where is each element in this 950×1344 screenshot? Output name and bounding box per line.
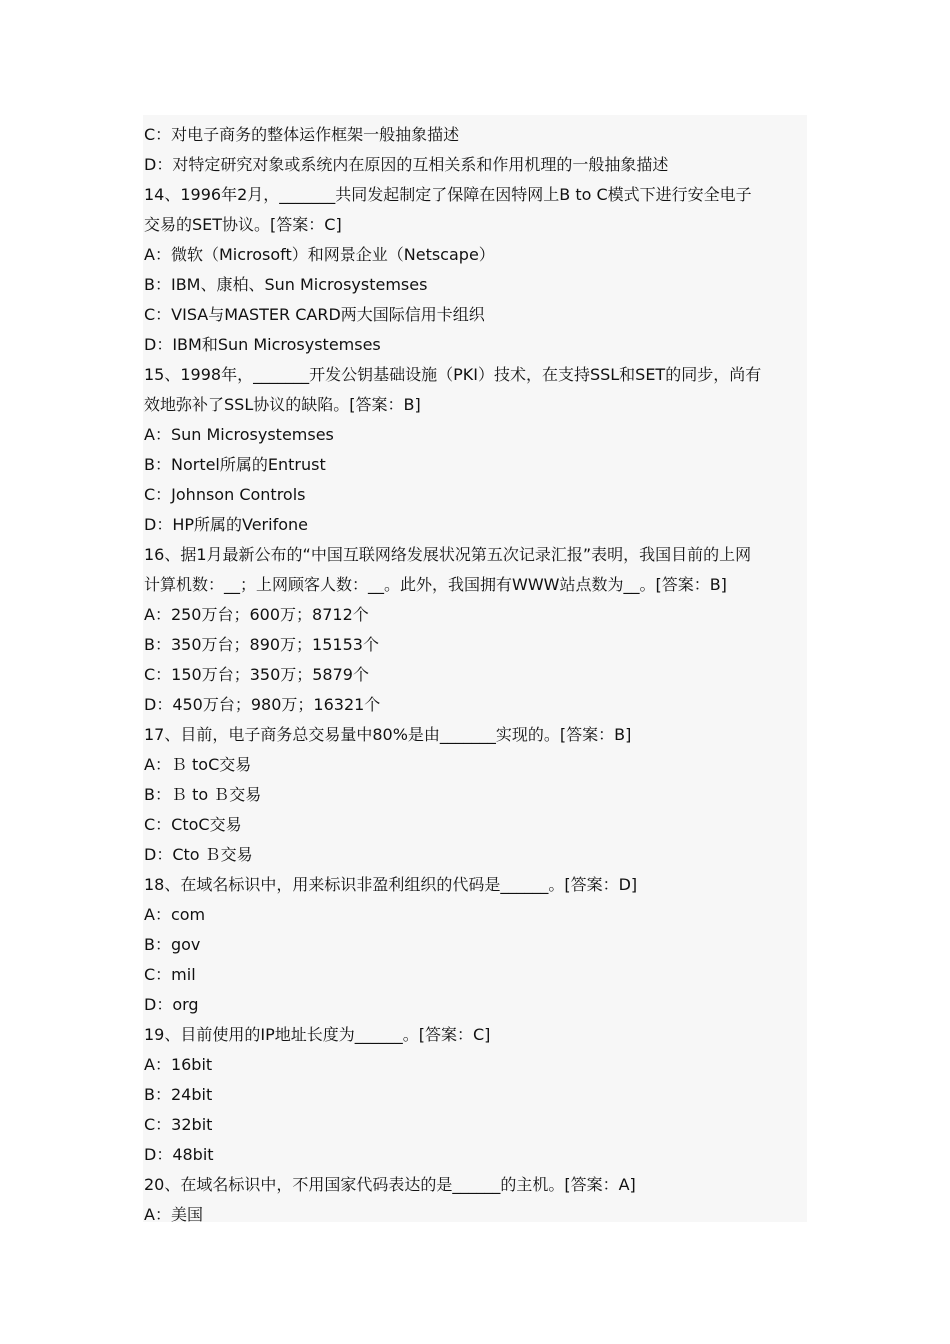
q15-option-d: D：HP所属的Verifone	[144, 515, 308, 534]
q14-option-a: A：微软（Microsoft）和网景企业（Netscape）	[144, 245, 495, 264]
q18-option-d: D：org	[144, 995, 199, 1014]
q19-option-b: B：24bit	[144, 1085, 213, 1104]
q16-option-d: D：450万台；980万；16321个	[144, 695, 381, 714]
q15-option-c: C：Johnson Controls	[144, 485, 306, 504]
question-15-line-1: 15、1998年，_______开发公钥基础设施（PKI）技术，在支持SSL和SET的同步，尚有	[144, 365, 762, 384]
q18-option-b: B：gov	[144, 935, 201, 954]
q19-option-c: C：32bit	[144, 1115, 213, 1134]
question-14-line-2: 交易的SET协议。[答案：C]	[144, 215, 342, 234]
question-text	[144, 120, 808, 1230]
option-c-line: C：对电子商务的整体运作框架一般抽象描述	[144, 125, 460, 144]
q15-option-b: B：Nortel所属的Entrust	[144, 455, 326, 474]
q14-option-d: D：IBM和Sun Microsystemses	[144, 335, 381, 354]
q16-option-b: B：350万台；890万；15153个	[144, 635, 379, 654]
q20-option-a: A：美国	[144, 1205, 203, 1224]
q15-option-a: A：Sun Microsystemses	[144, 425, 334, 444]
q17-option-a: A：Ｂ toC交易	[144, 755, 252, 774]
question-16-line-1: 16、据1月最新公布的“中国互联网络发展状况第五次记录汇报”表明，我国目前的上网	[144, 545, 752, 564]
q14-option-c: C：VISA与MASTER CARD两大国际信用卡组织	[144, 305, 485, 324]
question-15-line-2: 效地弥补了SSL协议的缺陷。[答案：B]	[144, 395, 421, 414]
q19-option-d: D：48bit	[144, 1145, 214, 1164]
question-14-line-1: 14、1996年2月，_______共同发起制定了保障在因特网上B to C模式下进行安全电子	[144, 185, 752, 204]
option-d-line: D：对特定研究对象或系统内在原因的互相关系和作用机理的一般抽象描述	[144, 155, 669, 174]
question-19: 19、目前使用的IP地址长度为______。[答案：C]	[144, 1025, 491, 1044]
q16-option-a: A：250万台；600万；8712个	[144, 605, 369, 624]
q14-option-b: B：IBM、康柏、Sun Microsystemses	[144, 275, 428, 294]
q18-option-c: C：mil	[144, 965, 196, 984]
q16-option-c: C：150万台；350万；5879个	[144, 665, 369, 684]
question-17: 17、目前，电子商务总交易量中80%是由_______实现的。[答案：B]	[144, 725, 632, 744]
question-20: 20、在域名标识中，不用国家代码表达的是______的主机。[答案：A]	[144, 1175, 636, 1194]
q17-option-c: C：CtoC交易	[144, 815, 242, 834]
q17-option-b: B：Ｂ to Ｂ交易	[144, 785, 262, 804]
question-16-line-2: 计算机数：__；上网顾客人数：__。此外，我国拥有WWW站点数为__。[答案：B]	[144, 575, 727, 594]
q18-option-a: A：com	[144, 905, 206, 924]
q17-option-d: D：Cto Ｂ交易	[144, 845, 253, 864]
question-18: 18、在域名标识中，用来标识非盈利组织的代码是______。[答案：D]	[144, 875, 638, 894]
q19-option-a: A：16bit	[144, 1055, 213, 1074]
